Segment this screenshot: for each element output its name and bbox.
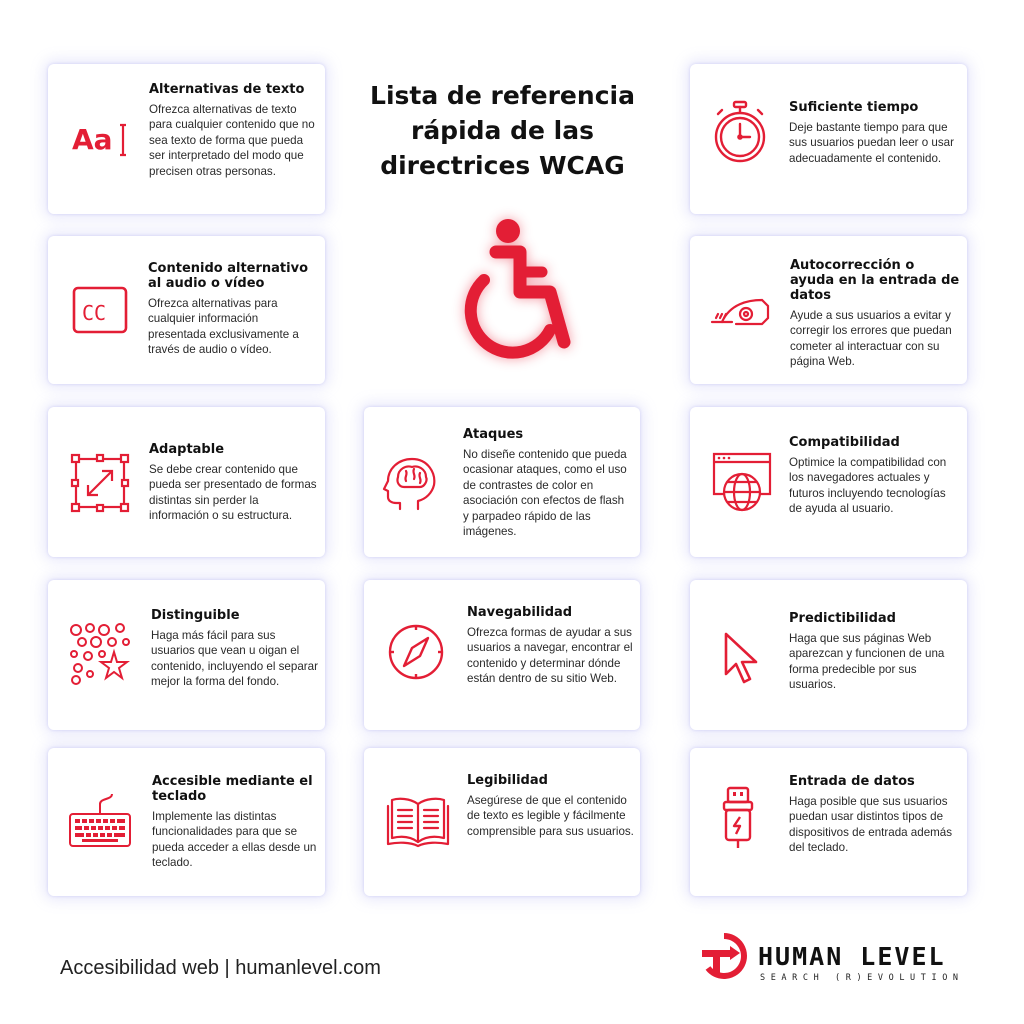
card-enough-time [690, 64, 967, 214]
card-description: Haga posible que sus usuarios puedan usar distintos tipos de dispositivos de entrada además del teclado. [789, 795, 953, 855]
brand-tagline: SEARCH (R)EVOLUTION [760, 973, 964, 983]
brand-name: HUMAN LEVEL [758, 942, 946, 971]
card-title: Accesible mediante el teclado [152, 774, 313, 804]
browser-globe-icon [710, 450, 774, 514]
card-seizures [364, 407, 640, 557]
correction-tape-icon [708, 278, 772, 342]
card-title: Legibilidad [467, 773, 548, 788]
card-title: Autocorrección o ayuda en la entrada de datos [790, 258, 960, 303]
text-aa-icon [70, 107, 134, 171]
card-adaptable [48, 407, 325, 557]
cursor-arrow-icon [708, 624, 772, 688]
card-predictability [690, 580, 967, 730]
card-title: Suficiente tiempo [789, 100, 919, 115]
card-title: Alternativas de texto [149, 82, 305, 97]
card-data-entry [690, 748, 967, 896]
card-description: Se debe crear contenido que pueda ser presentado de formas distintas sin perder la información o su estructura. [149, 463, 317, 523]
card-compatibility [690, 407, 967, 557]
resize-arrows-icon [68, 451, 132, 515]
keyboard-icon [68, 790, 132, 854]
card-description: Optimice la compatibilidad con los navegadores actuales y futuros incluyendo tecnologías de ayuda al usuario. [789, 456, 947, 516]
svg-text:CC: CC [82, 301, 107, 325]
footer-caption: Accesibilidad web | humanlevel.com [60, 957, 381, 979]
card-description: Deje bastante tiempo para que sus usuarios puedan leer o usar adecuadamente el contenido. [789, 121, 954, 165]
card-title: Predictibilidad [789, 611, 896, 626]
card-title: Entrada de datos [789, 774, 915, 789]
closed-captions-icon [68, 278, 132, 342]
card-alt-media [48, 236, 325, 384]
page-title: Lista de referencia rápida de las directrices WCAG [370, 81, 635, 180]
card-title: Ataques [463, 427, 524, 442]
card-description: Ayude a sus usuarios a evitar y corregir los errores que puedan cometer al interactuar con su página Web. [790, 309, 952, 369]
brand-logo[interactable] [700, 932, 980, 992]
card-distinguishable [48, 580, 325, 730]
stopwatch-icon [708, 100, 772, 164]
usb-plug-icon [706, 786, 770, 850]
card-description: Ofrezca alternativas para cualquier información presentada exclusivamente a través de audio o vídeo. [148, 297, 299, 357]
human-level-logo-icon [700, 932, 748, 980]
card-description: Implemente las distintas funcionalidades para que se pueda acceder a ellas desde un teclado. [152, 810, 317, 870]
card-title: Distinguible [151, 608, 240, 623]
card-description: Asegúrese de que el contenido de texto es legible y fácilmente comprensible para sus usuarios. [467, 794, 634, 838]
card-title: Adaptable [149, 442, 225, 457]
sparkle-circles-icon [68, 622, 132, 686]
open-book-icon [386, 788, 450, 852]
card-keyboard [48, 748, 325, 896]
compass-icon [384, 620, 448, 684]
wheelchair-icon [446, 214, 578, 360]
brain-head-icon [378, 451, 442, 515]
card-description: No diseñe contenido que pueda ocasionar ataques, como el uso de contrastes de color en asociación con efectos de flash y parpadeo rápido de las imágenes. [463, 448, 627, 539]
card-title: Navegabilidad [467, 605, 573, 620]
card-autocorrect [690, 236, 967, 384]
card-description: Ofrezca formas de ayudar a sus usuarios a navegar, encontrar el contenido y determinar dónde están dentro de su sitio Web. [467, 626, 633, 686]
card-title: Contenido alternativo al audio o vídeo [148, 261, 309, 291]
svg-text:Aa: Aa [72, 123, 113, 156]
card-description: Haga más fácil para sus usuarios que vean u oigan el contenido, incluyendo el separar mejor la forma del fondo. [151, 629, 318, 689]
card-description: Ofrezca alternativas de texto para cualquier contenido que no sea texto de forma que pueda ser interpretado del modo que precisen otras personas. [149, 103, 315, 178]
card-alt-text [48, 64, 325, 214]
card-description: Haga que sus páginas Web aparezcan y funcionen de una forma predecible por sus usuarios. [789, 632, 945, 692]
card-navigability [364, 580, 640, 730]
card-title: Compatibilidad [789, 435, 900, 450]
card-legibility [364, 748, 640, 896]
